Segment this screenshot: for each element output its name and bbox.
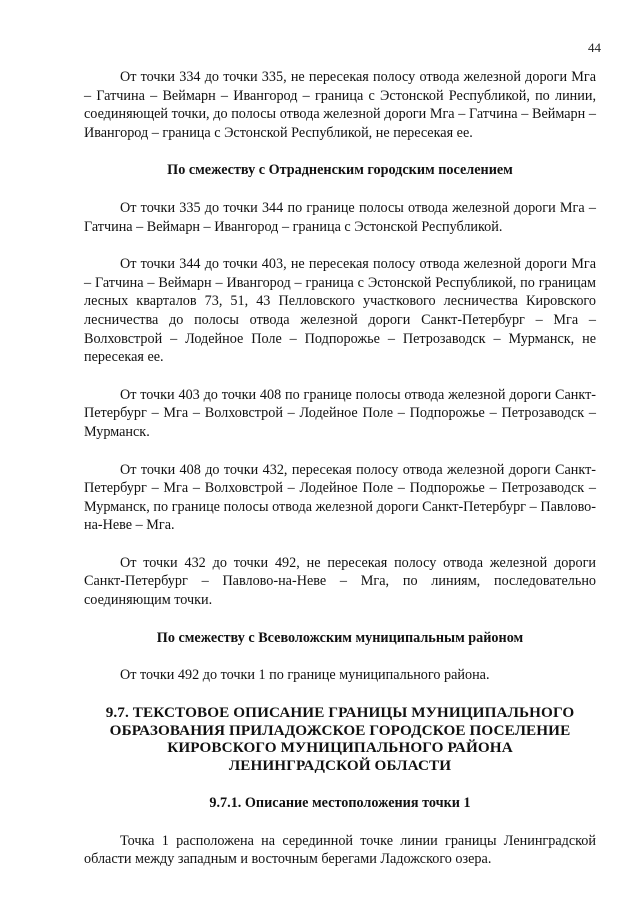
paragraph-408-432: От точки 408 до точки 432, пересекая полосу отвода железной дороги Санкт-Петербург – Мга – Волховстрой – Лодейное Поле – Подпорожье – Петрозаводск – Мурманск, по границе полосы отвода железной дороги Санкт-Петербург – Павлово-на-Неве – Мга. [84,461,596,534]
paragraph-point-1: Точка 1 расположена на серединной точке линии границы Ленинградской области между западным и восточным берегами Ладожского озера. [84,832,596,868]
section-title-line-4: ЛЕНИНГРАДСКОЙ ОБЛАСТИ [228,757,452,775]
section-title-line-1: 9.7. ТЕКСТОВОЕ ОПИСАНИЕ ГРАНИЦЫ МУНИЦИПАЛЬНОГО [105,703,575,721]
paragraph-432-492: От точки 432 до точки 492, не пересекая полосу отвода железной дороги Санкт-Петербург – Павлово-на-Неве – Мга, по линиям, последовательно соединяющим точки. [84,554,596,609]
section-title [84,704,596,775]
page-number: 44 [588,40,601,55]
paragraph-344-403: От точки 344 до точки 403, не пересекая полосу отвода железной дороги Мга – Гатчина – Веймарн – Ивангород – граница с Эстонской Республикой, по границам лесных кварталов 73, 51, 43 Пелловского участкового лесничества Кировского лесничества до полосы отвода железной дороги Санкт-Петербург – Мга – Волховстрой – Лодейное Поле – Подпорожье – Петрозаводск – Мурманск, не пересекая ее. [84,256,596,366]
subsection-title: 9.7.1. Описание местоположения точки 1 [209,795,471,812]
paragraph-403-408: От точки 403 до точки 408 по границе полосы отвода железной дороги Санкт-Петербург – Мга – Волховстрой – Лодейное Поле – Подпорожье – Петрозаводск – Мурманск. [84,386,596,440]
paragraph-334-335: От точки 334 до точки 335, не пересекая полосу отвода железной дороги Мга – Гатчина – Веймарн – Ивангород – граница с Эстонской Республикой, по линии, соединяющей точки, до полосы отвода железной дороги Мга – Гатчина – Веймарн – Ивангород – граница с Эстонской Республикой, не пересекая ее. [84,69,596,141]
heading-otradnoe-border: По смежеству с Отрадненским городским поселением [167,162,513,179]
page-content [84,68,596,869]
paragraph-492-1: От точки 492 до точки 1 по границе муниципального района. [120,667,490,684]
heading-vsevolozhsk-border: По смежеству с Всеволожским муниципальным районом [156,629,524,646]
section-title-line-2: ОБРАЗОВАНИЯ ПРИЛАДОЖСКОЕ ГОРОДСКОЕ ПОСЕЛЕНИЕ [109,721,571,739]
paragraph-335-344: От точки 335 до точки 344 по границе полосы отвода железной дороги Мга – Гатчина – Веймарн – Ивангород – граница с Эстонской Республикой. [84,199,596,235]
section-title-line-3: КИРОВСКОГО МУНИЦИПАЛЬНОГО РАЙОНА [167,739,513,757]
